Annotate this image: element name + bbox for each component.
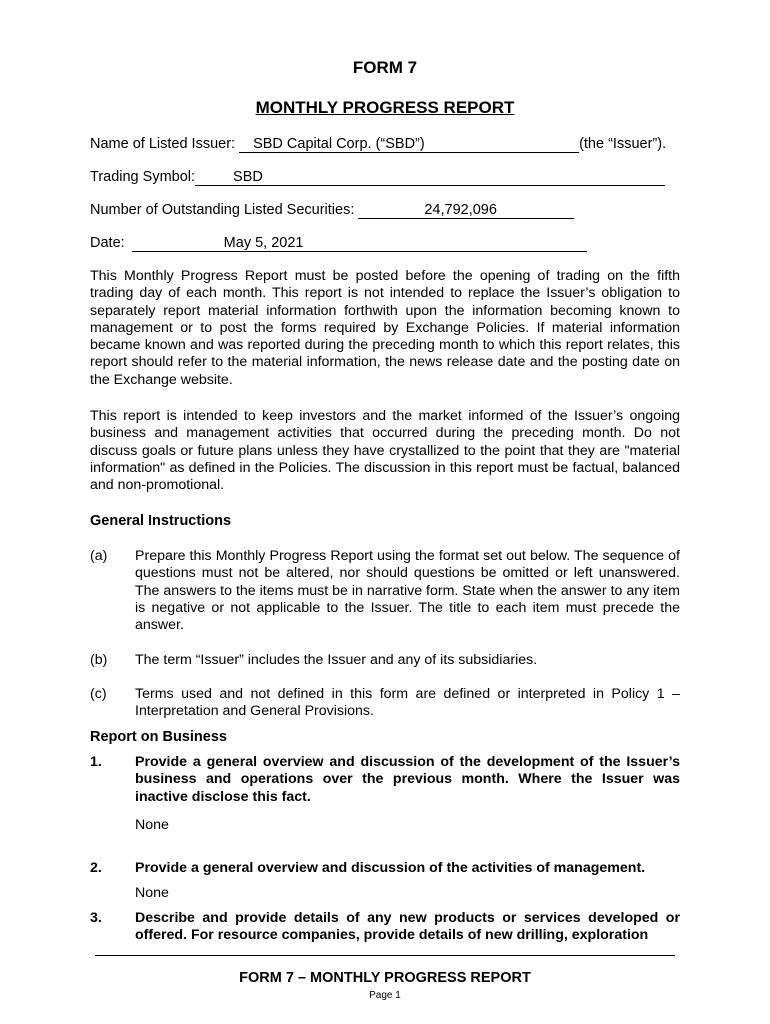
question-number: 2. (90, 860, 102, 876)
question-number: 3. (90, 910, 102, 926)
issuer-name-value: SBD Capital Corp. (“SBD”) (239, 136, 579, 153)
answer-text: None (135, 817, 169, 833)
form-title: FORM 7 (352, 58, 418, 77)
instruction-text: Terms used and not defined in this form are defined or interpreted in Policy 1 – Interpretation and General Provisions. (135, 686, 680, 720)
instruction-label: (a) (90, 548, 108, 564)
trading-symbol-row (90, 169, 665, 186)
question-text: Provide a general overview and discussion of the development of the Issuer’s business and operations over the previous month. Where the Issuer was inactive disclose this fact. (135, 754, 680, 805)
instruction-item (90, 686, 680, 721)
question-text: Describe and provide details of any new products or services developed or offered. For resource companies, provide details of new drilling, exploration (135, 910, 680, 944)
report-on-business-heading: Report on Business (90, 729, 227, 745)
question-text: Provide a general overview and discussion of the activities of management. (135, 860, 646, 876)
intro-paragraph-1: This Monthly Progress Report must be posted before the opening of trading on the fifth trading day of each month. This report is not intended to replace the Issuer’s obligation to separately report material information forthwith upon the information becoming known to management or to post the forms required by Exchange Policies. If material information became known and was reported during the preceding month to which this report relates, this report should refer to the material information, the news release date and the posting date on the Exchange website. (90, 268, 680, 388)
instruction-item (90, 652, 680, 669)
intro-paragraph-2: This report is intended to keep investors and the market informed of the Issuer’s ongoing business and management activities that occurred during the preceding month. Do not discuss goals or future plans unless they have crystallized to the point that they are "material information" as defined in the Policies. The discussion in this report must be factual, balanced and non-promotional. (90, 408, 680, 494)
trading-symbol-value: SBD (195, 169, 665, 186)
instruction-item (90, 548, 680, 634)
outstanding-securities-label: Number of Outstanding Listed Securities: (90, 202, 355, 218)
date-row (90, 235, 587, 252)
business-question (90, 910, 680, 945)
business-question (90, 860, 680, 877)
outstanding-securities-row (90, 202, 574, 219)
footer-divider (95, 955, 675, 956)
instruction-text: Prepare this Monthly Progress Report using the format set out below. The sequence of questions must not be altered, nor should questions be omitted or left unanswered. The answers to the items must be in narrative form. State when the answer to any item is negative or not applicable to the Issuer. The title to each item must precede the answer. (135, 548, 680, 634)
general-instructions-heading: General Instructions (90, 513, 232, 529)
date-value: May 5, 2021 (132, 235, 587, 252)
answer-text: None (135, 885, 169, 901)
page-number: Page 1 (369, 990, 401, 1001)
instruction-label: (b) (90, 652, 108, 668)
issuer-suffix: (the “Issuer”). (579, 136, 667, 152)
outstanding-securities-value: 24,792,096 (358, 202, 574, 219)
issuer-name-row (90, 136, 666, 153)
date-label: Date: (90, 235, 125, 251)
report-title: MONTHLY PROGRESS REPORT (255, 98, 515, 117)
business-question (90, 754, 680, 806)
footer-title: FORM 7 – MONTHLY PROGRESS REPORT (239, 970, 531, 986)
issuer-name-label: Name of Listed Issuer: (90, 136, 236, 152)
question-number: 1. (90, 754, 102, 770)
instruction-text: The term “Issuer” includes the Issuer and any of its subsidiaries. (135, 652, 538, 668)
instruction-label: (c) (90, 686, 107, 702)
trading-symbol-label: Trading Symbol: (90, 169, 196, 185)
